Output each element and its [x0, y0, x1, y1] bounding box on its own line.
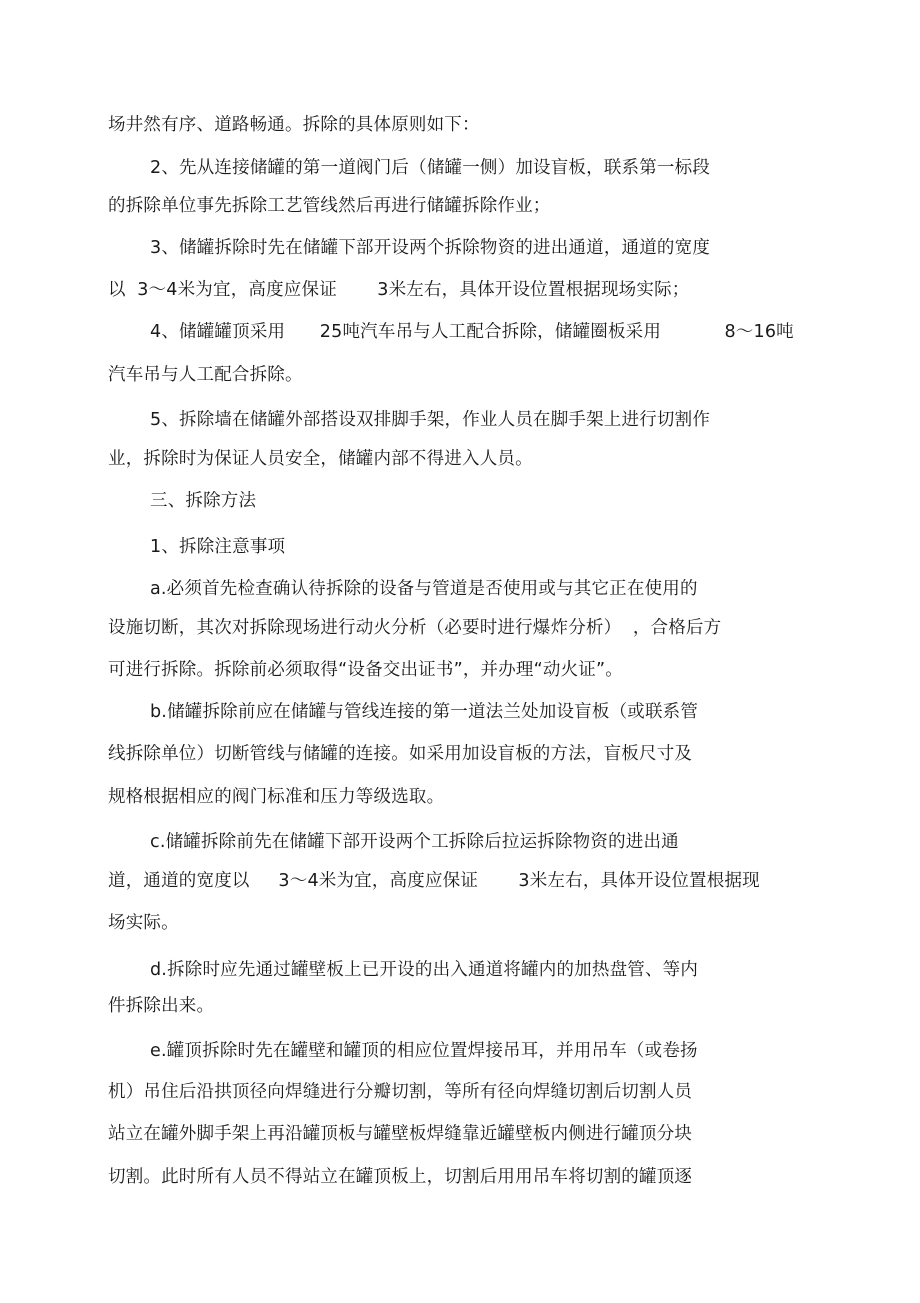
- section-heading: 三、拆除方法: [150, 491, 257, 511]
- text-line: 以 3～4米为宜，高度应保证 3米左右，具体开设位置根据现场实际；: [108, 280, 690, 300]
- text-line: 汽车吊与人工配合拆除。: [108, 365, 303, 385]
- text-line: d.拆除时应先通过罐壁板上已开设的出入通道将罐内的加热盘管、等内: [150, 960, 699, 980]
- subsection-heading: 1、拆除注意事项: [150, 537, 286, 557]
- text-line: 4、储罐罐顶采用 25吨汽车吊与人工配合拆除，储罐圈板采用 8～16吨: [150, 322, 794, 342]
- text-line: 线拆除单位）切断管线与储罐的连接。如采用加设盲板的方法，盲板尺寸及: [108, 744, 693, 764]
- text-line: 可进行拆除。拆除前必须取得“设备交出证书”，并办理“动火证”。: [108, 660, 623, 680]
- text-line: 业，拆除时为保证人员安全，储罐内部不得进入人员。: [108, 449, 533, 469]
- text-line: 切割。此时所有人员不得站立在罐顶板上，切割后用用吊车将切割的罐顶逐: [108, 1167, 693, 1187]
- text-line: 机）吊住后沿拱顶径向焊缝进行分瓣切割，等所有径向焊缝切割后切割人员: [108, 1082, 693, 1102]
- text-line: 设施切断，其次对拆除现场进行动火分析（必要时进行爆炸分析） ，合格后方: [108, 618, 722, 638]
- text-line: c.储罐拆除前先在储罐下部开设两个工拆除后拉运拆除物资的进出通: [150, 832, 679, 852]
- text-line: 2、先从连接储罐的第一道阀门后（储罐一侧）加设盲板，联系第一标段: [150, 158, 711, 178]
- text-line: 站立在罐外脚手架上再沿罐顶板与罐壁板焊缝靠近罐壁板内侧进行罐顶分块: [108, 1124, 693, 1144]
- text-line: 件拆除出来。: [108, 996, 215, 1016]
- text-line: 场井然有序、道路畅通。拆除的具体原则如下：: [108, 115, 480, 135]
- text-line: 规格根据相应的阀门标准和压力等级选取。: [108, 787, 445, 807]
- text-line: 5、拆除墙在储罐外部搭设双排脚手架，作业人员在脚手架上进行切割作: [150, 410, 711, 430]
- text-line: a.必须首先检查确认待拆除的设备与管道是否使用或与其它正在使用的: [150, 579, 698, 599]
- text-line: e.罐顶拆除时先在罐壁和罐顶的相应位置焊接吊耳，并用吊车（或卷扬: [150, 1041, 698, 1061]
- text-line: b.储罐拆除前应在储罐与管线连接的第一道法兰处加设盲板（或联系管: [150, 702, 699, 722]
- text-line: 道，通道的宽度以 3～4米为宜，高度应保证 3米左右，具体开设位置根据现: [108, 871, 760, 891]
- text-line: 场实际。: [108, 913, 179, 933]
- text-line: 的拆除单位事先拆除工艺管线然后再进行储罐拆除作业；: [108, 196, 551, 216]
- text-line: 3、储罐拆除时先在储罐下部开设两个拆除物资的进出通道，通道的宽度: [150, 238, 711, 258]
